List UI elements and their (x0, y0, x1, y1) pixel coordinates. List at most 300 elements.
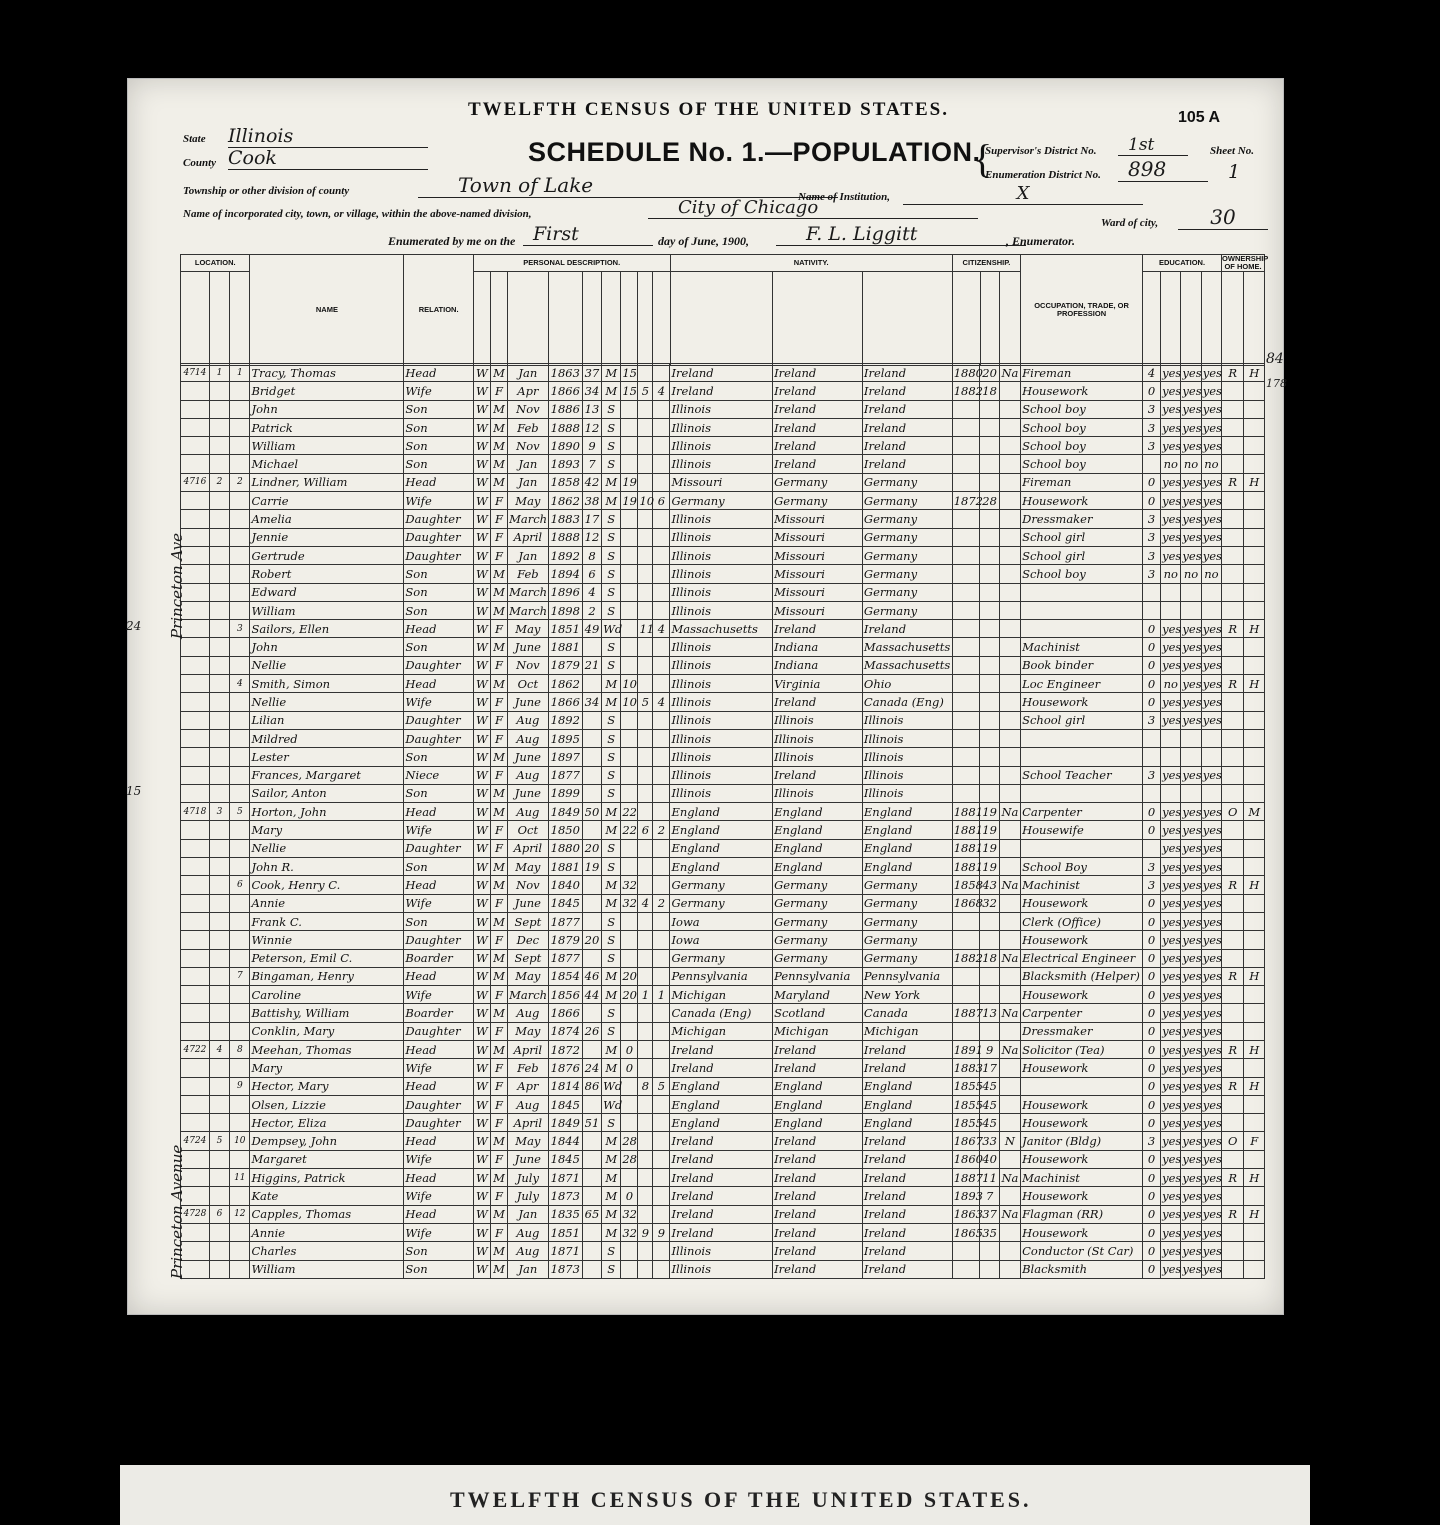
table-row (181, 931, 1265, 949)
table-cell: M (490, 675, 507, 693)
table-cell (230, 638, 250, 656)
table-cell (638, 455, 653, 473)
table-cell (653, 949, 670, 967)
table-cell: yes (1161, 1150, 1181, 1168)
table-cell (999, 967, 1020, 985)
table-cell: Housework (1021, 894, 1143, 912)
table-cell (209, 1077, 229, 1095)
table-cell (653, 510, 670, 528)
table-cell: yes (1161, 1077, 1181, 1095)
table-cell: Jan (508, 1205, 549, 1223)
table-cell (1201, 601, 1221, 619)
table-cell: Pennsylvania (773, 967, 863, 985)
table-cell: yes (1161, 418, 1181, 436)
table-cell: England (670, 1095, 773, 1113)
table-cell (209, 1150, 229, 1168)
table-cell: Machinist (1021, 638, 1143, 656)
table-cell (980, 455, 999, 473)
table-cell: M (602, 473, 621, 491)
table-cell: 1845 (548, 1095, 582, 1113)
table-cell: Massachusetts (862, 638, 952, 656)
table-cell: yes (1201, 1132, 1221, 1150)
table-cell (621, 839, 638, 857)
table-cell (181, 675, 210, 693)
table-cell (638, 1187, 653, 1205)
table-cell (653, 711, 670, 729)
table-cell: Tracy, Thomas (250, 364, 404, 382)
table-cell: Germany (670, 492, 773, 510)
table-cell: England (670, 1114, 773, 1132)
table-row (181, 382, 1265, 400)
table-cell: no (1201, 565, 1221, 583)
table-cell: Ireland (773, 1223, 863, 1241)
table-cell: M (602, 492, 621, 510)
brace-glyph: { (973, 136, 993, 181)
table-cell: Higgins, Patrick (250, 1169, 404, 1187)
table-cell (1244, 949, 1265, 967)
table-cell (952, 601, 980, 619)
table-cell (638, 931, 653, 949)
table-row (181, 693, 1265, 711)
table-cell: 6 (638, 821, 653, 839)
table-cell: 12 (582, 418, 601, 436)
table-cell: Ireland (773, 620, 863, 638)
table-cell: 49 (582, 620, 601, 638)
table-cell: yes (1201, 1150, 1221, 1168)
table-cell: Germany (862, 528, 952, 546)
table-cell (653, 784, 670, 802)
table-cell (638, 949, 653, 967)
table-cell: 32 (621, 1205, 638, 1223)
table-cell: May (508, 858, 549, 876)
table-cell (230, 894, 250, 912)
table-cell (952, 1022, 980, 1040)
table-cell (230, 748, 250, 766)
table-cell: Niece (404, 766, 473, 784)
table-row (181, 839, 1265, 857)
table-cell: 19 (980, 839, 999, 857)
table-cell (1244, 1004, 1265, 1022)
table-cell: 4 (582, 583, 601, 601)
table-cell: S (602, 528, 621, 546)
table-cell: 4 (1142, 364, 1160, 382)
table-cell: 1899 (548, 784, 582, 802)
table-cell (621, 711, 638, 729)
table-row (181, 601, 1265, 619)
table-cell (1244, 382, 1265, 400)
table-cell (621, 748, 638, 766)
table-cell (181, 1095, 210, 1113)
table-cell: Illinois (670, 565, 773, 583)
table-cell (653, 638, 670, 656)
table-cell: Ireland (862, 382, 952, 400)
table-cell: Ireland (862, 437, 952, 455)
table-cell (621, 1242, 638, 1260)
table-cell: 1893 (548, 455, 582, 473)
table-cell: 3 (230, 620, 250, 638)
table-cell: yes (1161, 967, 1181, 985)
table-row (181, 1150, 1265, 1168)
header-location: LOCATION. (181, 255, 250, 272)
table-cell (230, 858, 250, 876)
table-cell: no (1161, 675, 1181, 693)
table-cell: Kate (250, 1187, 404, 1205)
table-cell (1142, 583, 1160, 601)
table-cell: 1840 (548, 876, 582, 894)
table-cell (653, 601, 670, 619)
table-cell (638, 473, 653, 491)
table-cell: Conductor (St Car) (1021, 1242, 1143, 1260)
table-cell (1222, 858, 1244, 876)
table-cell: Daughter (404, 510, 473, 528)
table-cell: 4722 (181, 1040, 210, 1058)
table-cell: 1 (230, 364, 250, 382)
table-cell (582, 1187, 601, 1205)
table-cell (230, 821, 250, 839)
table-cell (952, 620, 980, 638)
table-cell: 1866 (548, 693, 582, 711)
table-cell: 0 (621, 1040, 638, 1058)
table-cell (181, 858, 210, 876)
enumeration-value: 898 (1118, 157, 1208, 182)
table-cell: 11 (638, 620, 653, 638)
table-cell (230, 492, 250, 510)
table-cell: 1862 (548, 675, 582, 693)
table-cell (999, 418, 1020, 436)
table-cell (582, 784, 601, 802)
table-cell: H (1244, 1077, 1265, 1095)
table-cell: March (508, 583, 549, 601)
table-cell: Son (404, 858, 473, 876)
table-cell: yes (1201, 510, 1221, 528)
table-cell: yes (1161, 528, 1181, 546)
table-cell: 5 (230, 803, 250, 821)
table-cell (621, 601, 638, 619)
table-cell: W (473, 931, 490, 949)
table-cell (653, 876, 670, 894)
table-cell: yes (1201, 675, 1221, 693)
table-cell (621, 583, 638, 601)
table-cell: Smith, Simon (250, 675, 404, 693)
table-cell: 1835 (548, 1205, 582, 1223)
table-cell: Nov (508, 437, 549, 455)
table-cell: R (1222, 967, 1244, 985)
table-cell: Dressmaker (1021, 510, 1143, 528)
table-row (181, 1223, 1265, 1241)
table-cell: Head (404, 876, 473, 894)
table-cell (638, 784, 653, 802)
table-cell (980, 784, 999, 802)
table-cell: F (490, 821, 507, 839)
table-cell: Jan (508, 546, 549, 564)
table-cell (1161, 729, 1181, 747)
table-cell (999, 620, 1020, 638)
table-cell: S (602, 1004, 621, 1022)
table-cell: 86 (582, 1077, 601, 1095)
table-cell (582, 1004, 601, 1022)
table-cell: Hector, Eliza (250, 1114, 404, 1132)
table-cell (980, 711, 999, 729)
table-cell (1161, 748, 1181, 766)
table-cell (952, 675, 980, 693)
table-cell: W (473, 1114, 490, 1132)
table-cell: W (473, 1187, 490, 1205)
table-cell: yes (1181, 967, 1201, 985)
table-cell (638, 967, 653, 985)
table-cell (181, 510, 210, 528)
table-cell (999, 729, 1020, 747)
table-cell (1142, 729, 1160, 747)
table-cell: 8 (230, 1040, 250, 1058)
table-cell (582, 876, 601, 894)
table-cell: yes (1201, 876, 1221, 894)
table-cell: yes (1161, 949, 1181, 967)
table-cell: 1888 (548, 418, 582, 436)
table-cell (621, 565, 638, 583)
table-cell (1244, 565, 1265, 583)
table-cell: Gertrude (250, 546, 404, 564)
table-cell: yes (1161, 1022, 1181, 1040)
table-cell (1244, 858, 1265, 876)
table-cell: Aug (508, 729, 549, 747)
table-cell: Ireland (862, 1242, 952, 1260)
table-cell: yes (1181, 437, 1201, 455)
table-cell: Illinois (670, 748, 773, 766)
table-cell: 17 (980, 1059, 999, 1077)
table-cell (621, 1077, 638, 1095)
table-cell: Wife (404, 894, 473, 912)
table-cell: 33 (980, 1132, 999, 1150)
table-cell: Illinois (670, 729, 773, 747)
table-cell: 15 (621, 382, 638, 400)
table-cell: Wife (404, 693, 473, 711)
table-cell (230, 1095, 250, 1113)
table-cell: June (508, 693, 549, 711)
table-cell (980, 620, 999, 638)
table-cell (980, 1022, 999, 1040)
table-cell (230, 729, 250, 747)
table-cell: Dempsey, John (250, 1132, 404, 1150)
table-cell: 1873 (548, 1187, 582, 1205)
header-citizenship: CITIZENSHIP. (952, 255, 1020, 272)
table-cell: England (773, 803, 863, 821)
table-cell: yes (1161, 858, 1181, 876)
table-cell: yes (1161, 1187, 1181, 1205)
column-header (180, 254, 1269, 366)
table-cell: Missouri (670, 473, 773, 491)
table-cell (1244, 546, 1265, 564)
table-cell: England (670, 821, 773, 839)
table-cell: 0 (1142, 912, 1160, 930)
table-cell: 5 (638, 382, 653, 400)
table-cell: W (473, 803, 490, 821)
table-cell (1244, 693, 1265, 711)
table-cell: yes (1161, 638, 1181, 656)
table-cell: yes (1181, 400, 1201, 418)
table-cell (582, 1095, 601, 1113)
table-cell: R (1222, 876, 1244, 894)
table-cell (181, 455, 210, 473)
table-cell: 0 (1142, 1022, 1160, 1040)
table-cell: Solicitor (Tea) (1021, 1040, 1143, 1058)
table-row (181, 986, 1265, 1004)
table-cell: Flagman (RR) (1021, 1205, 1143, 1223)
table-cell (621, 1169, 638, 1187)
table-cell (1244, 894, 1265, 912)
table-cell: yes (1161, 1132, 1181, 1150)
margin-street-2: Princeton Avenue (168, 1144, 186, 1279)
table-row (181, 894, 1265, 912)
table-cell (653, 1132, 670, 1150)
table-cell: M (490, 876, 507, 894)
table-cell (999, 693, 1020, 711)
table-cell (980, 601, 999, 619)
table-cell: 1858 (952, 876, 980, 894)
table-cell: Na (999, 1205, 1020, 1223)
table-cell: W (473, 656, 490, 674)
table-cell (638, 638, 653, 656)
table-cell: yes (1181, 418, 1201, 436)
table-cell (999, 1095, 1020, 1113)
table-cell: yes (1201, 364, 1221, 382)
table-cell: School boy (1021, 400, 1143, 418)
table-cell: Jan (508, 1260, 549, 1278)
table-cell: S (602, 437, 621, 455)
table-cell: 3 (1142, 510, 1160, 528)
table-cell (621, 1114, 638, 1132)
table-cell (1244, 821, 1265, 839)
table-cell: 0 (1142, 1095, 1160, 1113)
table-cell: Scotland (773, 1004, 863, 1022)
table-cell (1222, 693, 1244, 711)
table-cell: 3 (1142, 858, 1160, 876)
table-cell: W (473, 784, 490, 802)
table-cell: no (1161, 565, 1181, 583)
table-cell: Ireland (670, 1223, 773, 1241)
table-cell: yes (1201, 1059, 1221, 1077)
table-cell: Ireland (670, 1040, 773, 1058)
table-cell (1222, 546, 1244, 564)
state-value: Illinois (228, 125, 428, 148)
table-cell: W (473, 1004, 490, 1022)
table-cell: England (773, 1114, 863, 1132)
table-cell (638, 510, 653, 528)
table-row (181, 967, 1265, 985)
table-cell: M (490, 803, 507, 821)
table-cell: William (250, 1260, 404, 1278)
table-cell: S (602, 1242, 621, 1260)
table-cell (1181, 748, 1201, 766)
table-cell (582, 1260, 601, 1278)
table-cell: Ireland (670, 1132, 773, 1150)
table-cell (209, 546, 229, 564)
table-cell: Illinois (773, 748, 863, 766)
table-cell: W (473, 1040, 490, 1058)
table-cell: 1879 (548, 931, 582, 949)
table-cell: Sept (508, 912, 549, 930)
table-cell (638, 1095, 653, 1113)
table-cell (653, 729, 670, 747)
table-cell: yes (1161, 382, 1181, 400)
table-cell (1244, 1150, 1265, 1168)
table-row (181, 364, 1265, 382)
table-cell (638, 1169, 653, 1187)
table-cell (980, 418, 999, 436)
table-cell (952, 912, 980, 930)
table-cell (230, 711, 250, 729)
table-cell (999, 858, 1020, 876)
census-title: TWELFTH CENSUS OF THE UNITED STATES. (468, 99, 949, 120)
table-row (181, 803, 1265, 821)
table-cell (980, 473, 999, 491)
table-cell: M (602, 1132, 621, 1150)
table-cell (980, 1260, 999, 1278)
table-cell: M (490, 437, 507, 455)
table-cell: F (490, 986, 507, 1004)
table-cell: Son (404, 784, 473, 802)
table-cell: 0 (1142, 803, 1160, 821)
table-cell (653, 1114, 670, 1132)
table-cell: 22 (621, 803, 638, 821)
table-cell (181, 1022, 210, 1040)
table-cell: Housewife (1021, 821, 1143, 839)
table-cell (653, 1095, 670, 1113)
census-table (180, 363, 1265, 1279)
table-cell (653, 748, 670, 766)
table-cell (230, 1059, 250, 1077)
table-cell: Bridget (250, 382, 404, 400)
table-cell: S (602, 784, 621, 802)
table-cell: M (602, 693, 621, 711)
table-cell: yes (1201, 473, 1221, 491)
table-cell: School boy (1021, 437, 1143, 455)
table-cell (621, 546, 638, 564)
table-cell (582, 675, 601, 693)
table-cell (1021, 729, 1143, 747)
table-cell (1142, 839, 1160, 857)
table-cell (1244, 638, 1265, 656)
table-cell: yes (1161, 693, 1181, 711)
table-cell (999, 1077, 1020, 1095)
table-cell (230, 1187, 250, 1205)
table-cell: yes (1161, 473, 1181, 491)
table-cell: Daughter (404, 528, 473, 546)
table-cell (638, 711, 653, 729)
table-cell: April (508, 1040, 549, 1058)
table-cell: W (473, 821, 490, 839)
table-cell: 40 (980, 1150, 999, 1168)
table-cell (181, 821, 210, 839)
table-cell: Germany (862, 492, 952, 510)
table-cell (638, 1022, 653, 1040)
table-cell: Canada (862, 1004, 952, 1022)
table-cell: 1862 (548, 492, 582, 510)
table-row (181, 876, 1265, 894)
table-cell (999, 1114, 1020, 1132)
table-cell (999, 839, 1020, 857)
table-cell: Ireland (773, 1169, 863, 1187)
table-cell: 26 (582, 1022, 601, 1040)
table-cell: Illinois (862, 766, 952, 784)
table-cell (1222, 766, 1244, 784)
table-cell: 19 (621, 492, 638, 510)
table-cell: Illinois (670, 711, 773, 729)
table-cell: 0 (1142, 821, 1160, 839)
table-cell (181, 986, 210, 1004)
table-cell: Germany (862, 876, 952, 894)
table-cell: Head (404, 364, 473, 382)
table-cell (181, 729, 210, 747)
